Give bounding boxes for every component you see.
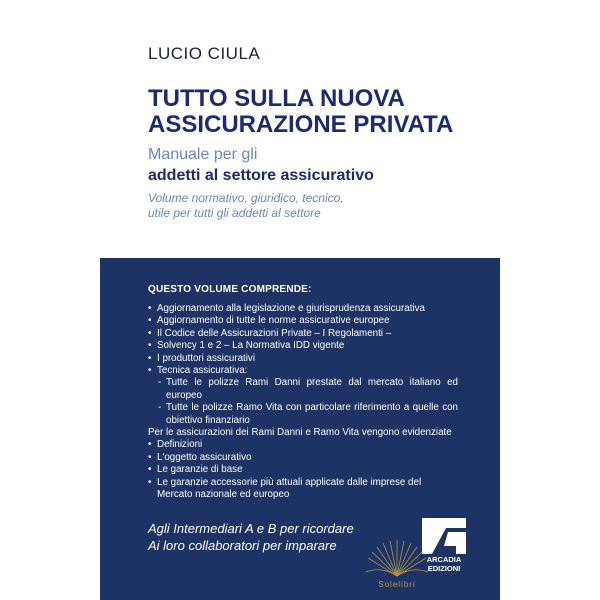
list-item: • Il Codice delle Assicurazioni Private – I Regolamenti – — [148, 328, 458, 340]
list-item: • Definizioni — [148, 439, 458, 451]
list-item: • Le garanzie di base — [148, 464, 458, 476]
book-title — [148, 86, 498, 138]
publisher-name — [410, 556, 478, 573]
motto-line-1: Agli Intermediari A e B per ricordare — [148, 521, 354, 536]
list-item: • I produttori assicurativi — [148, 353, 458, 365]
series-name: Solelibri — [378, 580, 416, 589]
publisher-line-2: EDIZIONI — [427, 563, 461, 573]
list-item: • Solvency 1 e 2 – La Normativa IDD vigente — [148, 340, 458, 352]
author-name: LUCIO CIULA — [148, 44, 261, 63]
sub-list-item: - Tutte le polizze Ramo Vita con particolare riferimento a quelle con obiettivo finanziario — [148, 402, 458, 427]
description-line-1: Volume normativo, giuridico, tecnico, — [148, 191, 344, 205]
motto-line-2: Ai loro collaboratori per imparare — [148, 538, 337, 553]
contents-note: Per le assicurazioni dei Rami Danni e Ramo Vita vengono evidenziate — [148, 427, 452, 439]
subtitle-line-1: Manuale per gli — [148, 146, 258, 163]
list-item: • L'oggetto assicurativo — [148, 452, 458, 464]
contents-heading: QUESTO VOLUME COMPRENDE: — [148, 284, 312, 295]
title-line-2: ASSICURAZIONE PRIVATA — [148, 111, 454, 138]
publisher-line-1: ARCADIA — [426, 555, 462, 564]
description — [148, 191, 478, 221]
contents-panel — [100, 258, 500, 600]
contents-list — [148, 303, 458, 502]
sub-list-item: - Tutte le polizze Rami Danni prestate dal mercato italiano ed europeo — [148, 377, 458, 402]
description-line-2: utile per tutti gli addetti al settore — [148, 206, 321, 220]
list-item: • Tecnica assicurativa: — [148, 365, 458, 377]
list-item: • Aggiornamento alla legislazione e giurisprudenza assicurativa — [148, 303, 458, 315]
title-line-1: TUTTO SULLA NUOVA — [148, 85, 405, 112]
list-item: • Aggiornamento di tutte le norme assicurative europee — [148, 315, 458, 327]
subtitle-line-2: addetti al settore assicurativo — [148, 167, 374, 184]
book-cover — [100, 0, 500, 600]
list-item: • Le garanzie accessorie più attuali applicate dalle imprese del Mercato nazionale ed europeo — [148, 477, 458, 502]
